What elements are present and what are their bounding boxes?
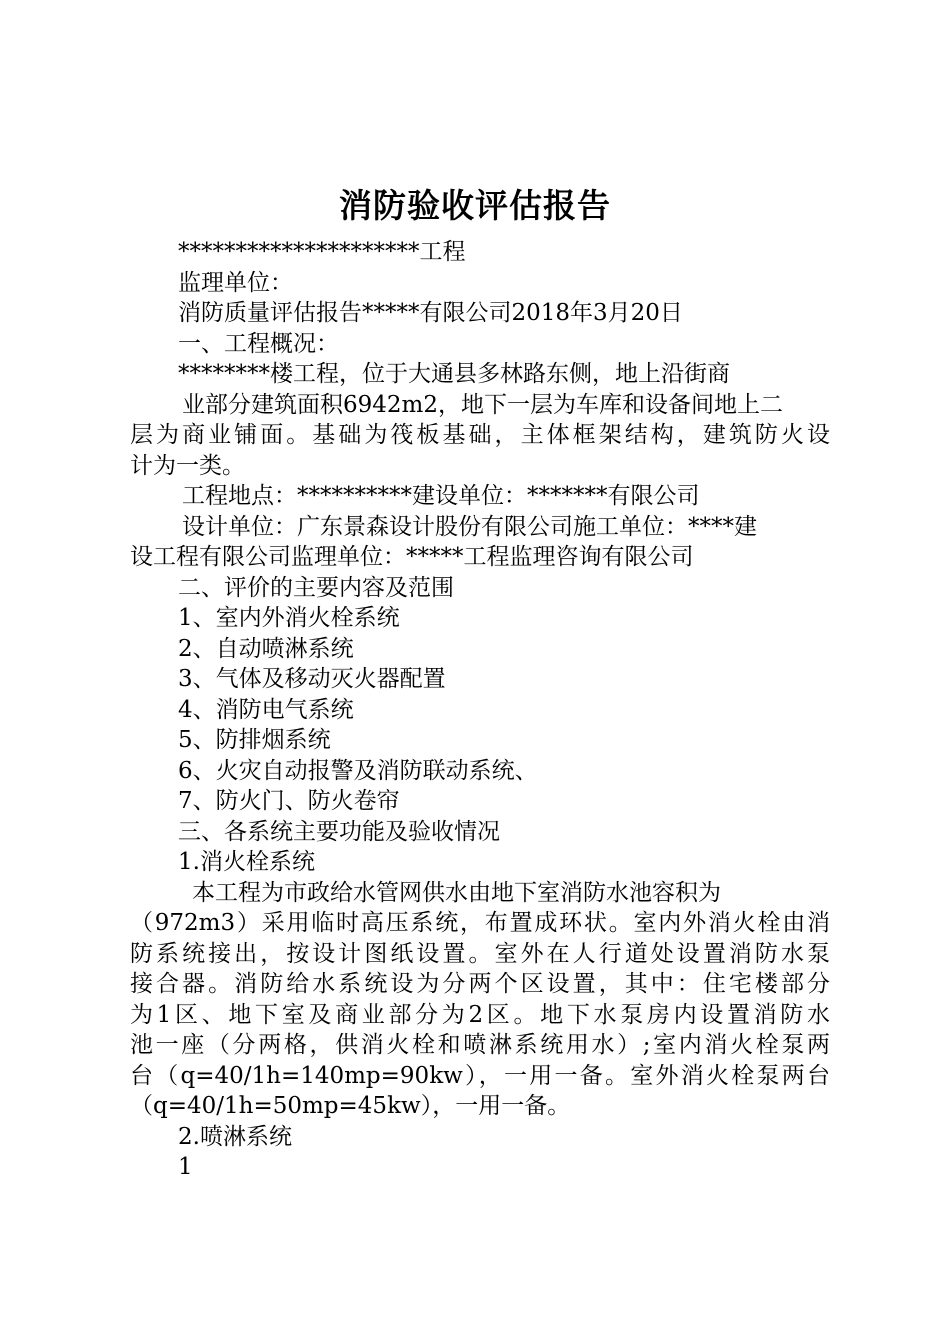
project-line: *********************工程 xyxy=(178,239,466,265)
hydrant-para-line: 台（q=40/1h=140mp=90kw），一用一备。室外消火栓泵两台 xyxy=(130,1062,830,1089)
report-line: 消防质量评估报告*****有限公司2018年3月20日 xyxy=(178,300,683,326)
location-line: 工程地点：**********建设单位：*******有限公司 xyxy=(182,483,700,509)
overview-line-4: 计为一类。 xyxy=(130,452,245,479)
section-heading-overview: 一、工程概况： xyxy=(178,330,339,357)
overview-line-2: 业部分建筑面积6942m2，地下一层为车库和设备间地上二 xyxy=(182,391,783,418)
hydrant-para-line: 池一座（分两格，供消火栓和喷淋系统用水）;室内消火栓泵两 xyxy=(130,1032,830,1058)
design-line-1: 设计单位：广东景森设计股份有限公司施工单位：****建 xyxy=(182,513,757,540)
subheading-hydrant: 1.消火栓系统 xyxy=(178,849,315,875)
section-heading-scope: 二、评价的主要内容及范围 xyxy=(178,574,454,601)
hydrant-para-line: 接合器。消防给水系统设为分两个区设置，其中：住宅楼部分 xyxy=(130,971,830,997)
list-item: 2、自动喷淋系统 xyxy=(178,635,354,662)
overview-line-1: ********楼工程，位于大通县多林路东侧，地上沿街商 xyxy=(178,361,730,387)
list-item: 7、防火门、防火卷帘 xyxy=(178,788,400,814)
list-item: 5、防排烟系统 xyxy=(178,727,331,753)
overview-line-3: 层为商业铺面。基础为筏板基础，主体框架结构，建筑防火设 xyxy=(130,422,830,448)
hydrant-para-line: （972m3）采用临时高压系统，布置成环状。室内外消火栓由消 xyxy=(130,910,830,936)
page-number: 1 xyxy=(178,1154,193,1180)
list-item: 1、室内外消火栓系统 xyxy=(178,605,400,631)
hydrant-para-line: 为1区、地下室及商业部分为2区。地下水泵房内设置消防水 xyxy=(130,1001,830,1028)
list-item: 3、气体及移动灭火器配置 xyxy=(178,666,446,692)
hydrant-para-line: 防系统接出，按设计图纸设置。室外在人行道处设置消防水泵 xyxy=(130,940,830,967)
section-heading-systems: 三、各系统主要功能及验收情况 xyxy=(178,818,500,845)
document-body xyxy=(130,237,830,1183)
hydrant-para-line: 本工程为市政给水管网供水由地下室消防水池容积为 xyxy=(192,879,721,906)
design-line-2: 设工程有限公司监理单位：*****工程监理咨询有限公司 xyxy=(130,544,694,570)
hydrant-para-line: （q=40/1h=50mp=45kw），一用一备。 xyxy=(130,1093,571,1119)
document-title: 消防验收评估报告 xyxy=(339,186,611,225)
subheading-sprinkler: 2.喷淋系统 xyxy=(178,1123,292,1150)
list-item: 4、消防电气系统 xyxy=(178,696,354,723)
supervisor-line: 监理单位： xyxy=(178,269,293,296)
list-item: 6、火灾自动报警及消防联动系统、 xyxy=(178,757,538,784)
